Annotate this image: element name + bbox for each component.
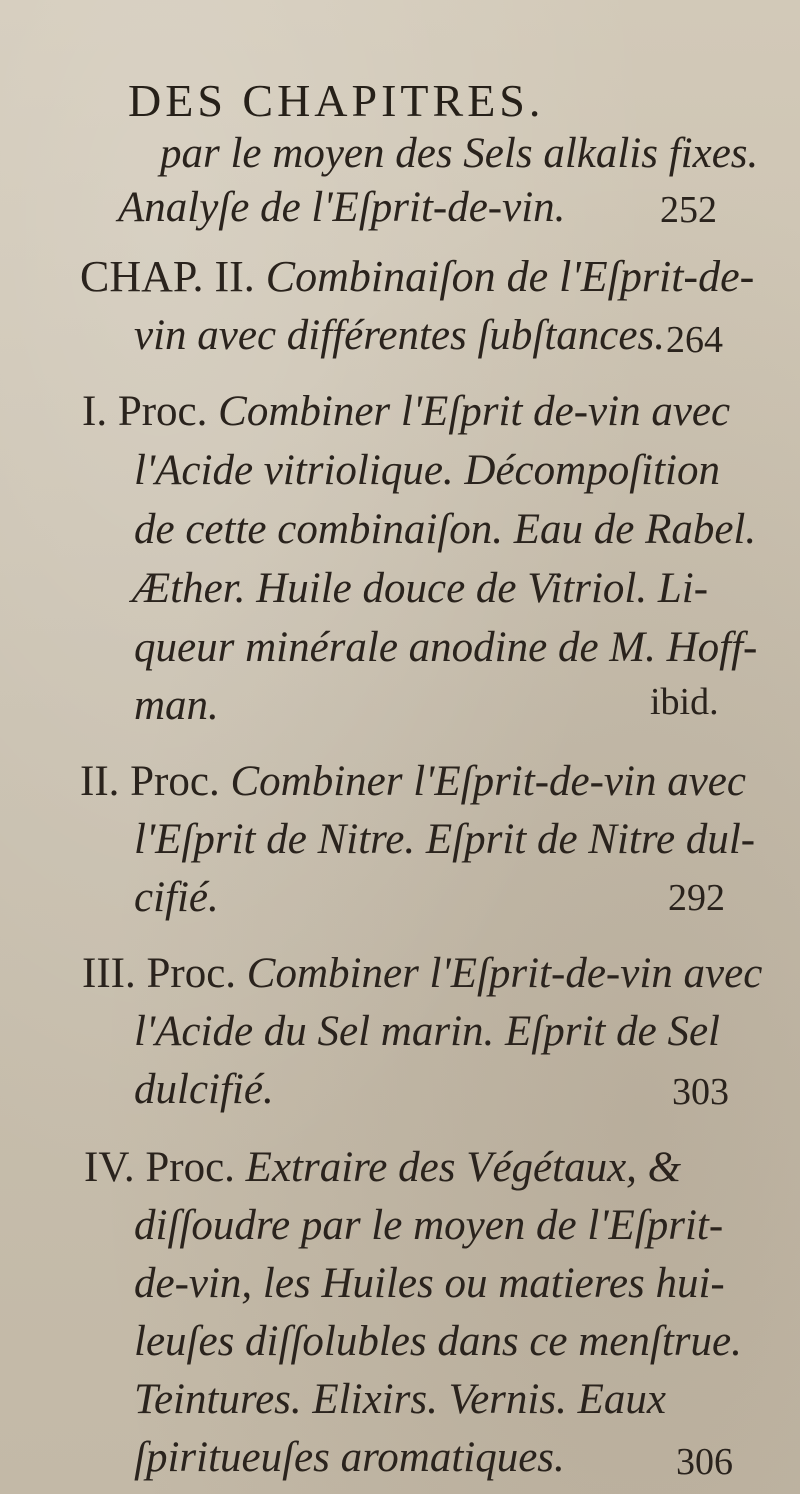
toc-line [160, 132, 758, 175]
toc-line [134, 1262, 725, 1305]
toc-text: Combiner l'Eſprit-de-vin avec [230, 758, 746, 805]
toc-text: leuſes diſſolubles dans ce menſtrue. [134, 1318, 742, 1365]
proc-number: III. [82, 950, 136, 997]
toc-text: par le moyen des Sels alkalis fixes. [160, 130, 759, 177]
toc-text: l'Acide vitriolique. Décompoſition [134, 447, 720, 494]
toc-text: vin avec différentes ſubſtances. [134, 312, 665, 359]
page-ref: 306 [676, 1441, 733, 1483]
toc-text: man. [134, 682, 219, 729]
proc-number: I. [82, 388, 108, 435]
page-ref: 303 [672, 1071, 729, 1113]
toc-text: cifié. [134, 874, 219, 921]
proc-entry [82, 952, 762, 995]
toc-text: l'Eſprit de Nitre. Eſprit de Nitre dul- [134, 816, 756, 863]
page-ref: 292 [668, 877, 725, 919]
page-ref: ibid. [650, 681, 719, 723]
proc-label: Proc. [130, 758, 220, 805]
toc-text: Teintures. Elixirs. Vernis. Eaux [134, 1376, 666, 1423]
proc-entry [82, 390, 730, 433]
toc-line [134, 508, 756, 551]
toc-text: queur minérale anodine de M. Hoff- [134, 624, 758, 671]
toc-text: ſpiritueuſes aromatiques. [134, 1434, 565, 1481]
toc-line [134, 1320, 742, 1363]
toc-text: de cette combinaiſon. Eau de Rabel. [134, 506, 757, 553]
toc-line [134, 876, 219, 919]
toc-text: de-vin, les Huiles ou matieres hui- [134, 1260, 725, 1307]
toc-line [134, 818, 755, 861]
proc-label: Proc. [117, 388, 208, 435]
page-ref: 264 [666, 319, 723, 361]
toc-text: dulcifié. [134, 1066, 274, 1113]
toc-line [134, 1378, 666, 1421]
running-header: DES CHAPITRES. [128, 75, 545, 126]
chapter-number: CHAP. II. [80, 252, 255, 301]
proc-entry [80, 760, 746, 803]
toc-line [134, 1010, 720, 1053]
toc-line [132, 567, 708, 610]
toc-text: l'Acide du Sel marin. Eſprit de Sel [134, 1008, 721, 1055]
proc-number: IV. [84, 1144, 135, 1191]
toc-line [134, 626, 757, 669]
toc-text: Extraire des Végétaux, & [245, 1144, 682, 1191]
toc-text: Æther. Huile douce de Vitriol. Li- [132, 565, 709, 612]
proc-label: Proc. [145, 1144, 235, 1191]
toc-line [118, 186, 565, 229]
proc-label: Proc. [146, 950, 237, 997]
proc-entry [84, 1146, 681, 1189]
toc-text: Analyſe de l'Eſprit-de-vin. [118, 184, 566, 231]
toc-line [134, 314, 665, 357]
page-ref: 252 [660, 189, 717, 231]
toc-text: diſſoudre par le moyen de l'Eſprit- [134, 1202, 724, 1249]
toc-line [134, 684, 219, 727]
toc-line [134, 1068, 274, 1111]
proc-number: II. [80, 758, 120, 805]
toc-text: Combiner l'Eſprit de-vin avec [218, 388, 731, 435]
chapter-title: Combinaiſon de l'Eſprit-de- [265, 252, 755, 301]
toc-line [134, 1204, 723, 1247]
toc-text: Combiner l'Eſprit-de-vin avec [246, 950, 763, 997]
toc-line [134, 449, 720, 492]
chapter-heading [80, 252, 755, 301]
toc-line [134, 1436, 565, 1479]
